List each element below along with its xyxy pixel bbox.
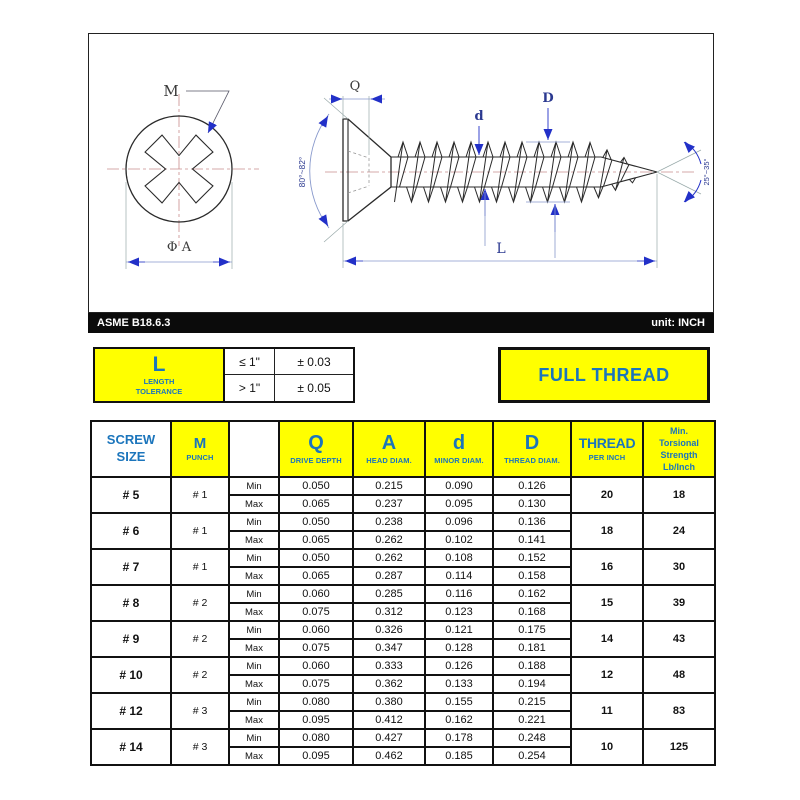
max-value-cell: 0.287 [353, 567, 425, 585]
col-header-head-diam [353, 421, 425, 477]
head-diameter-label: Φ A [166, 240, 192, 255]
strength-line4: Lb/Inch [663, 462, 695, 473]
max-value-cell: 0.362 [353, 675, 425, 693]
side-view-head [343, 119, 391, 221]
col-header-screw-size [91, 421, 171, 477]
max-value-cell: 0.141 [493, 531, 571, 549]
min-value-cell: 0.060 [279, 621, 353, 639]
tolerance-condition: > 1" [225, 375, 275, 401]
col-header-drive-depth [279, 421, 353, 477]
max-value-cell: 0.095 [279, 747, 353, 765]
min-label-cell: Min [229, 477, 279, 495]
min-value-cell: 0.333 [353, 657, 425, 675]
max-value-cell: 0.123 [425, 603, 493, 621]
min-value-cell: 0.050 [279, 477, 353, 495]
strength-line2: Torsional [659, 437, 699, 448]
max-value-cell: 0.462 [353, 747, 425, 765]
max-value-cell: 0.128 [425, 639, 493, 657]
min-label-cell: Min [229, 657, 279, 675]
spec-table-header [91, 421, 715, 477]
spec-row-group [91, 729, 715, 765]
min-label-cell: Min [229, 585, 279, 603]
torsional-strength-cell: 83 [643, 693, 715, 729]
max-value-cell: 0.102 [425, 531, 493, 549]
max-label-cell: Max [229, 531, 279, 549]
max-value-cell: 0.075 [279, 639, 353, 657]
tpi-line1: THREAD [578, 435, 636, 452]
strength-line1: Min. [670, 425, 688, 436]
screw-size-cell: # 6 [91, 513, 171, 549]
strength-line3: Strength [660, 450, 698, 460]
max-label-cell: Max [229, 675, 279, 693]
max-value-cell: 0.075 [279, 675, 353, 693]
thread-per-inch-cell: 15 [571, 585, 643, 621]
min-value-cell: 0.326 [353, 621, 425, 639]
col-header-punch [171, 421, 229, 477]
spec-row-min [91, 621, 715, 639]
length-label: L [496, 241, 506, 257]
thread-diameter-label: D [542, 91, 554, 106]
max-value-cell: 0.065 [279, 567, 353, 585]
thread-diameter-dimension [526, 91, 570, 258]
screw-size-cell: # 5 [91, 477, 171, 513]
spec-row-min [91, 585, 715, 603]
min-value-cell: 0.090 [425, 477, 493, 495]
punch-cell: # 3 [171, 693, 229, 729]
min-value-cell: 0.126 [425, 657, 493, 675]
min-label-cell: Min [229, 729, 279, 747]
col-header-thread-per-inch [571, 421, 643, 477]
max-value-cell: 0.095 [425, 495, 493, 513]
spec-row-group [91, 549, 715, 585]
torsional-strength-cell: 43 [643, 621, 715, 657]
min-value-cell: 0.238 [353, 513, 425, 531]
minor-caption: MINOR DIAM. [434, 456, 484, 465]
thread-per-inch-cell: 14 [571, 621, 643, 657]
spec-row-min [91, 657, 715, 675]
col-header-minmax [229, 421, 279, 477]
spec-row-group [91, 477, 715, 513]
thread-per-inch-cell: 10 [571, 729, 643, 765]
min-value-cell: 0.262 [353, 549, 425, 567]
tolerance-symbol: L [152, 352, 166, 376]
max-value-cell: 0.130 [493, 495, 571, 513]
screw-size-cell: # 9 [91, 621, 171, 657]
screw-size-cell: # 12 [91, 693, 171, 729]
length-tolerance-box [93, 347, 355, 403]
thread-caption: THREAD DIAM. [504, 456, 560, 465]
torsional-strength-cell: 18 [643, 477, 715, 513]
min-value-cell: 0.116 [425, 585, 493, 603]
spec-row-group [91, 693, 715, 729]
head-angle-label: 80°~82° [297, 156, 307, 188]
technical-drawing-frame [88, 33, 714, 313]
screw-size-cell: # 10 [91, 657, 171, 693]
punch-cell: # 2 [171, 585, 229, 621]
min-value-cell: 0.162 [493, 585, 571, 603]
min-label-cell: Min [229, 549, 279, 567]
tolerance-value: ± 0.05 [297, 381, 331, 395]
spec-row-min [91, 729, 715, 747]
col-header-torsional-strength [643, 421, 715, 477]
min-value-cell: 0.188 [493, 657, 571, 675]
min-value-cell: 0.126 [493, 477, 571, 495]
tolerance-caption-line2: TOLERANCE [135, 386, 183, 396]
max-label-cell: Max [229, 711, 279, 729]
torsional-strength-cell: 30 [643, 549, 715, 585]
max-value-cell: 0.237 [353, 495, 425, 513]
point-angle-label: 25°~35° [702, 158, 711, 186]
spec-row-group [91, 585, 715, 621]
punch-symbol: M [193, 434, 207, 452]
min-value-cell: 0.121 [425, 621, 493, 639]
drive-caption: DRIVE DEPTH [290, 456, 342, 465]
spec-row-group [91, 621, 715, 657]
col-header-minor-diam [425, 421, 493, 477]
spec-row-min [91, 693, 715, 711]
unit-label: unit: INCH [651, 317, 705, 329]
screw-size-cell: # 7 [91, 549, 171, 585]
standard-label: ASME B18.6.3 [97, 317, 171, 329]
max-value-cell: 0.168 [493, 603, 571, 621]
drive-depth-label: Q [349, 79, 361, 94]
standard-bar [88, 313, 714, 333]
head-symbol: A [381, 432, 397, 454]
spec-row-group [91, 513, 715, 549]
thread-per-inch-cell: 18 [571, 513, 643, 549]
min-label-cell: Min [229, 693, 279, 711]
tolerance-caption-line1: LENGTH [143, 376, 175, 386]
max-label-cell: Max [229, 639, 279, 657]
min-value-cell: 0.178 [425, 729, 493, 747]
min-value-cell: 0.096 [425, 513, 493, 531]
max-value-cell: 0.221 [493, 711, 571, 729]
min-value-cell: 0.060 [279, 585, 353, 603]
min-value-cell: 0.285 [353, 585, 425, 603]
tolerance-condition: ≤ 1" [225, 349, 275, 375]
thread-per-inch-cell: 20 [571, 477, 643, 513]
centerlines [107, 94, 695, 246]
min-value-cell: 0.152 [493, 549, 571, 567]
max-value-cell: 0.194 [493, 675, 571, 693]
min-label-cell: Min [229, 621, 279, 639]
thread-per-inch-cell: 16 [571, 549, 643, 585]
max-value-cell: 0.254 [493, 747, 571, 765]
punch-cell: # 2 [171, 621, 229, 657]
punch-cell: # 1 [171, 513, 229, 549]
min-value-cell: 0.380 [353, 693, 425, 711]
max-value-cell: 0.158 [493, 567, 571, 585]
spec-row-min [91, 477, 715, 495]
screw-size-cell: # 14 [91, 729, 171, 765]
max-value-cell: 0.133 [425, 675, 493, 693]
max-value-cell: 0.181 [493, 639, 571, 657]
thread-per-inch-cell: 12 [571, 657, 643, 693]
minor-symbol: d [452, 432, 466, 454]
full-thread-label: FULL THREAD [538, 364, 670, 385]
torsional-strength-cell: 125 [643, 729, 715, 765]
max-value-cell: 0.114 [425, 567, 493, 585]
max-value-cell: 0.347 [353, 639, 425, 657]
tolerance-value: ± 0.03 [275, 349, 353, 375]
min-value-cell: 0.060 [279, 657, 353, 675]
max-label-cell: Max [229, 747, 279, 765]
spec-table [90, 420, 716, 766]
screw-drawing [89, 34, 711, 310]
spec-row-min [91, 513, 715, 531]
min-value-cell: 0.050 [279, 513, 353, 531]
min-value-cell: 0.080 [279, 729, 353, 747]
max-label-cell: Max [229, 603, 279, 621]
min-value-cell: 0.427 [353, 729, 425, 747]
max-value-cell: 0.075 [279, 603, 353, 621]
min-value-cell: 0.136 [493, 513, 571, 531]
punch-leader-arrow [186, 91, 229, 133]
minor-diameter-label: d [474, 109, 484, 124]
spec-row-group [91, 657, 715, 693]
min-value-cell: 0.248 [493, 729, 571, 747]
max-label-cell: Max [229, 495, 279, 513]
screw-size-header-line2: SIZE [116, 449, 146, 464]
drive-symbol: Q [308, 432, 324, 454]
min-value-cell: 0.155 [425, 693, 493, 711]
torsional-strength-cell: 48 [643, 657, 715, 693]
min-label-cell: Min [229, 513, 279, 531]
min-value-cell: 0.175 [493, 621, 571, 639]
punch-caption: PUNCH [186, 453, 214, 463]
spec-row-min [91, 549, 715, 567]
tpi-line2: PER INCH [588, 452, 626, 462]
tolerance-caption [136, 377, 183, 397]
max-value-cell: 0.262 [353, 531, 425, 549]
full-thread-banner [498, 347, 710, 403]
torsional-strength-cell: 39 [643, 585, 715, 621]
head-angle-dimension [297, 98, 348, 242]
min-value-cell: 0.215 [353, 477, 425, 495]
screw-size-cell: # 8 [91, 585, 171, 621]
min-value-cell: 0.108 [425, 549, 493, 567]
punch-cell: # 2 [171, 657, 229, 693]
screw-size-header-line1: SCREW [106, 432, 156, 448]
max-value-cell: 0.162 [425, 711, 493, 729]
torsional-strength-cell: 24 [643, 513, 715, 549]
max-value-cell: 0.185 [425, 747, 493, 765]
head-caption: HEAD DIAM. [366, 456, 412, 465]
max-value-cell: 0.312 [353, 603, 425, 621]
tolerance-symbol-cell [95, 349, 225, 401]
thread-per-inch-cell: 11 [571, 693, 643, 729]
thread-symbol: D [524, 432, 540, 454]
max-value-cell: 0.095 [279, 711, 353, 729]
min-value-cell: 0.215 [493, 693, 571, 711]
max-value-cell: 0.065 [279, 495, 353, 513]
max-label-cell: Max [229, 567, 279, 585]
min-value-cell: 0.050 [279, 549, 353, 567]
punch-cell: # 3 [171, 729, 229, 765]
min-value-cell: 0.080 [279, 693, 353, 711]
punch-cell: # 1 [171, 477, 229, 513]
punch-cell: # 1 [171, 549, 229, 585]
max-value-cell: 0.065 [279, 531, 353, 549]
tolerance-grid [225, 349, 353, 401]
max-value-cell: 0.412 [353, 711, 425, 729]
col-header-thread-diam [493, 421, 571, 477]
punch-ref-label: M [163, 82, 179, 100]
